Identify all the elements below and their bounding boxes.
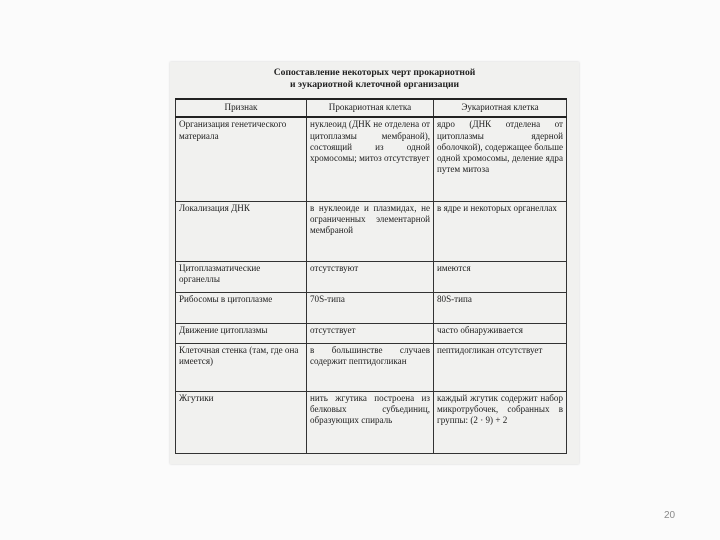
header-eukaryotic: Эукариотная клетка <box>434 99 567 117</box>
table-caption-line-2: и эукариотной клеточной организации <box>289 79 460 90</box>
table-row <box>176 323 567 343</box>
row-feature-cell: Жгутики <box>176 391 307 453</box>
row-prokaryotic-cell: в нуклеоиде и плазмидах, не ограниченных элементарной мембраной <box>307 201 434 261</box>
header-prokaryotic: Прокариотная клетка <box>307 99 434 117</box>
table-caption-line-1: Сопоставление некоторых черт прокариотной <box>273 67 476 78</box>
row-prokaryotic-cell: отсутствуют <box>307 261 434 292</box>
row-eukaryotic-cell: каждый жгутик содержит набор микротрубочек, собранных в группы: (2 · 9) + 2 <box>434 391 567 453</box>
row-feature-cell: Локализация ДНК <box>176 201 307 261</box>
row-eukaryotic-cell: часто обнаруживается <box>434 323 567 343</box>
table-row <box>176 292 567 323</box>
row-feature-cell: Клеточная стенка (там, где она имеется) <box>176 343 307 391</box>
scanned-table-image <box>170 62 579 464</box>
row-eukaryotic-cell: в ядре и некоторых органеллах <box>434 201 567 261</box>
table-row <box>176 261 567 292</box>
table-header-row <box>176 99 567 117</box>
table-row <box>176 343 567 391</box>
row-prokaryotic-cell: 70S-типа <box>307 292 434 323</box>
row-feature-cell: Цитоплазматические органеллы <box>176 261 307 292</box>
table-row <box>176 201 567 261</box>
row-prokaryotic-cell: нуклеоид (ДНК не отделена от цитоплазмы мембраной), состоящий из одной хромосомы; митоз отсутствует <box>307 117 434 201</box>
table-row <box>176 117 567 201</box>
table-caption <box>170 67 579 91</box>
row-prokaryotic-cell: нить жгутика построена из белковых субъединиц, образующих спираль <box>307 391 434 453</box>
header-feature: Признак <box>176 99 307 117</box>
row-feature-cell: Движение цитоплазмы <box>176 323 307 343</box>
row-eukaryotic-cell: ядро (ДНК отделена от цитоплазмы ядерной оболочкой), содержащее больше одной хромосомы, деление ядра путем митоза <box>434 117 567 201</box>
row-feature-cell: Рибосомы в цитоплазме <box>176 292 307 323</box>
table-row <box>176 391 567 453</box>
row-prokaryotic-cell: в большинстве случаев содержит пептидогликан <box>307 343 434 391</box>
row-eukaryotic-cell: 80S-типа <box>434 292 567 323</box>
row-eukaryotic-cell: имеются <box>434 261 567 292</box>
row-prokaryotic-cell: отсутствует <box>307 323 434 343</box>
page-number: 20 <box>664 510 676 521</box>
comparison-table <box>175 98 567 454</box>
row-eukaryotic-cell: пептидогликан отсутствует <box>434 343 567 391</box>
row-feature-cell: Организация генетического материала <box>176 117 307 201</box>
